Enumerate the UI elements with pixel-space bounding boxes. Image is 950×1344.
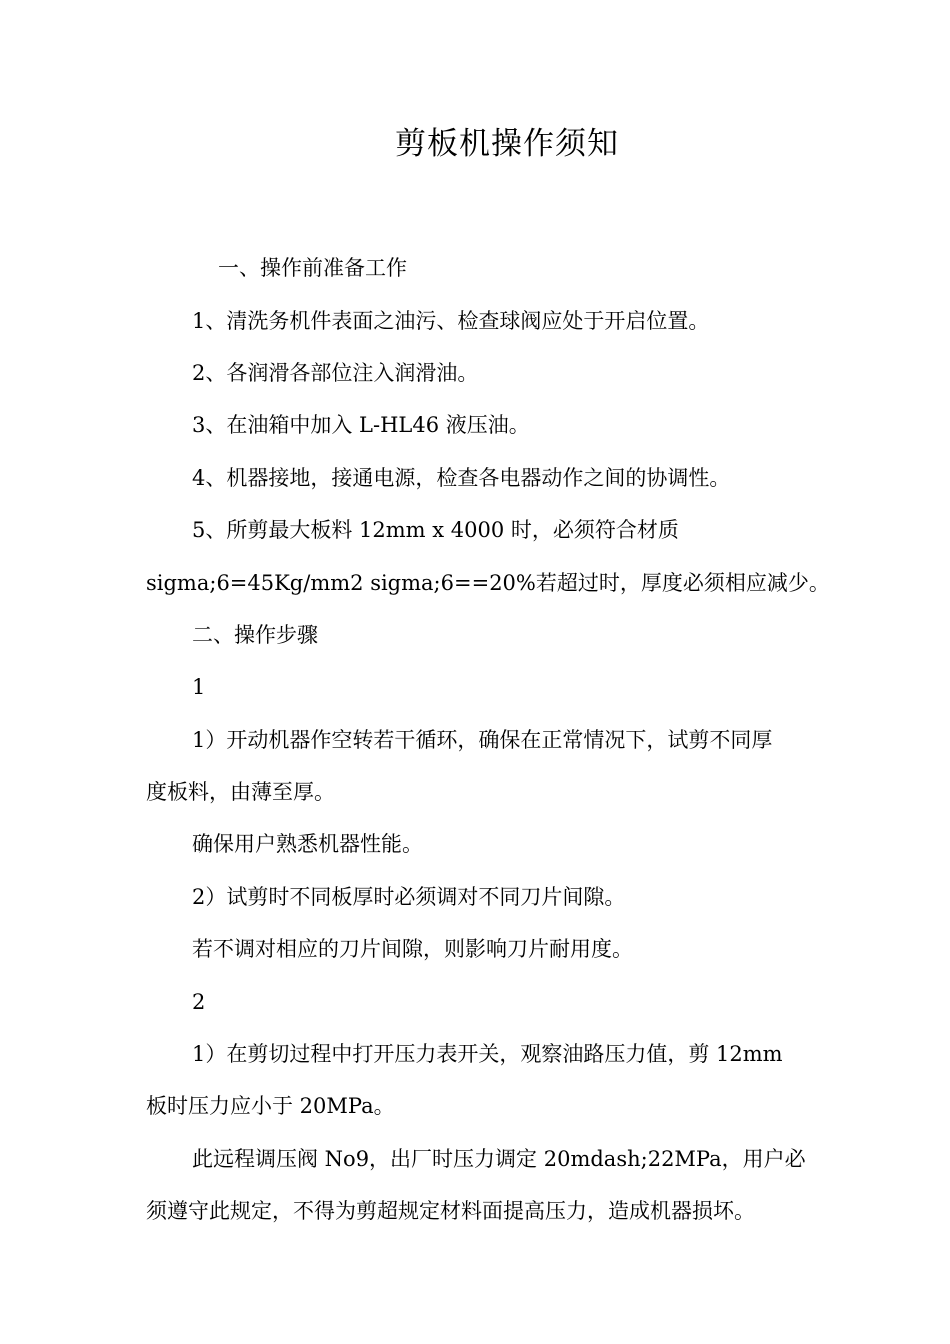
document-title: 剪板机操作须知 bbox=[395, 126, 619, 162]
document-line: 5、所剪最大板料 12mm x 4000 时，必须符合材质 bbox=[192, 518, 679, 543]
document-line: 2）试剪时不同板厚时必须调对不同刀片间隙。 bbox=[192, 884, 626, 909]
document-line: 此远程调压阀 No9，出厂时压力调定 20mdash;22MPa，用户必 bbox=[192, 1146, 806, 1171]
document-line: 若不调对相应的刀片间隙，则影响刀片耐用度。 bbox=[192, 937, 633, 962]
document-line: 1、清洗务机件表面之油污、检查球阀应处于开启位置。 bbox=[192, 308, 710, 333]
document-line: 3、在油箱中加入 L-HL46 液压油。 bbox=[192, 413, 530, 438]
document-line: sigma;6=45Kg/mm2 sigma;6==20%若超过时，厚度必须相应减少。 bbox=[146, 570, 830, 595]
document-line: 2 bbox=[192, 989, 206, 1014]
document-line: 须遵守此规定，不得为剪超规定材料面提高压力，造成机器损坏。 bbox=[146, 1199, 755, 1224]
document-line: 1）在剪切过程中打开压力表开关，观察油路压力值，剪 12mm bbox=[192, 1042, 783, 1067]
document-body bbox=[146, 242, 830, 1237]
document-line: 1）开动机器作空转若干循环，确保在正常情况下，试剪不同厚 bbox=[192, 727, 773, 752]
document-line: 度板料，由薄至厚。 bbox=[146, 780, 335, 805]
document-line: 确保用户熟悉机器性能。 bbox=[192, 832, 423, 857]
document-line: 二、操作步骤 bbox=[192, 622, 318, 647]
document-line: 板时压力应小于 20MPa。 bbox=[146, 1094, 395, 1119]
document-line: 一、操作前准备工作 bbox=[218, 256, 407, 281]
document-line: 4、机器接地，接通电源，检查各电器动作之间的协调性。 bbox=[192, 465, 731, 490]
document-line: 1 bbox=[192, 675, 206, 700]
document-line: 2、各润滑各部位注入润滑油。 bbox=[192, 360, 479, 385]
